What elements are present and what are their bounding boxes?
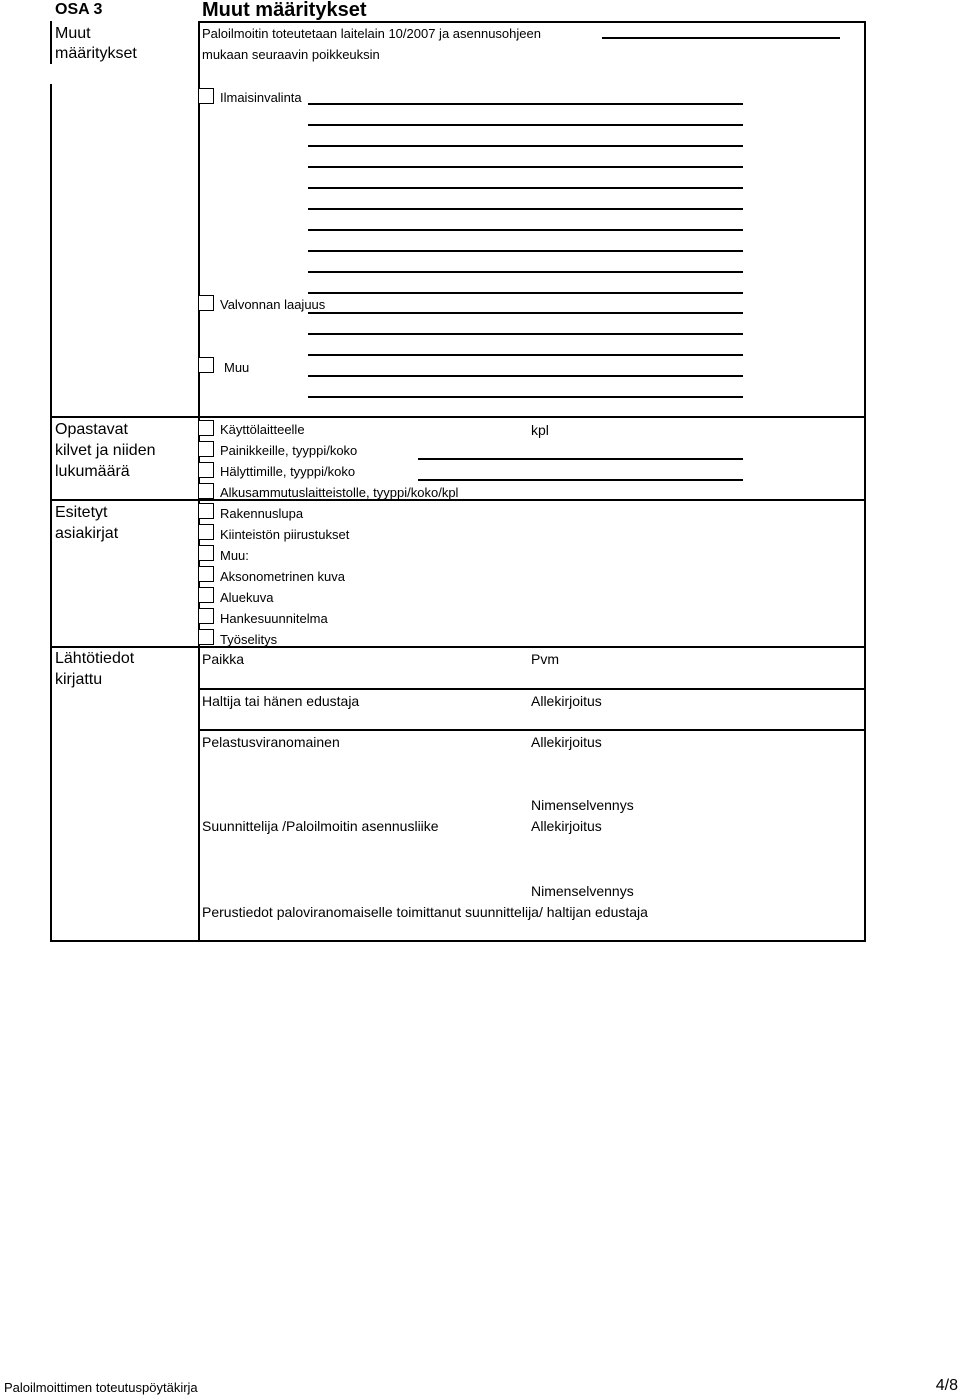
muut-intro-line1: Paloilmoitin toteutetaan laitelain 10/2007 ja asennusohjeen — [202, 26, 541, 41]
opastavat-label-line3: lukumäärä — [55, 463, 130, 480]
pelastusviranomainen-allekirjoitus-label: Allekirjoitus — [531, 734, 602, 750]
kayttolaitteelle-checkbox[interactable] — [198, 420, 214, 436]
painikkeille-checkbox[interactable] — [198, 441, 214, 457]
hankesuunnitelma-checkbox[interactable] — [198, 608, 214, 624]
haltija-label: Haltija tai hänen edustaja — [202, 693, 360, 709]
nimenselvennys-label-2: Nimenselvennys — [531, 883, 634, 899]
tyoselitys-label: Työselitys — [220, 632, 278, 647]
perustiedot-toimittanut-label: Perustiedot paloviranomaiselle toimittanut suunnittelija/ haltijan edustaja — [202, 904, 648, 920]
suunnittelija-label: Suunnittelija /Paloilmoitin asennusliike — [202, 818, 439, 834]
halyttimille-label: Hälyttimille, tyyppi/koko — [220, 464, 356, 479]
footer-page-number: 4/8 — [935, 1377, 958, 1394]
pelastusviranomainen-label: Pelastusviranomainen — [202, 734, 340, 750]
lahtotiedot-label-line1: Lähtötiedot — [55, 650, 135, 667]
ilmaisinvalinta-checkbox[interactable] — [198, 88, 214, 104]
aluekuva-checkbox[interactable] — [198, 587, 214, 603]
halyttimille-fill-line[interactable] — [418, 479, 743, 481]
tyoselitys-checkbox[interactable] — [198, 629, 214, 645]
muu-label: Muu — [224, 360, 250, 375]
esitetyt-label-line2: asiakirjat — [55, 525, 119, 542]
kiinteiston-piirustukset-checkbox[interactable] — [198, 524, 214, 540]
valvonnan-laajuus-label: Valvonnan laajuus — [220, 297, 326, 312]
suunnittelija-allekirjoitus-label: Allekirjoitus — [531, 818, 602, 834]
aksonometrinen-kuva-checkbox[interactable] — [198, 566, 214, 582]
section-title: Muut määritykset — [202, 0, 367, 21]
intro-fill-line[interactable] — [602, 37, 840, 39]
haltija-allekirjoitus-label: Allekirjoitus — [531, 693, 602, 709]
muu-checkbox[interactable] — [198, 357, 214, 373]
opastavat-label-line1: Opastavat — [55, 421, 128, 438]
muut-label-line1: Muut — [55, 25, 91, 42]
kayttolaitteelle-label: Käyttölaitteelle — [220, 422, 305, 437]
nimenselvennys-label-1: Nimenselvennys — [531, 797, 634, 813]
aluekuva-label: Aluekuva — [220, 590, 274, 605]
aksonometrinen-kuva-label: Aksonometrinen kuva — [220, 569, 346, 584]
footer-doc-title: Paloilmoittimen toteutuspöytäkirja — [4, 1380, 198, 1395]
painikkeille-label: Painikkeille, tyyppi/koko — [220, 443, 358, 458]
kpl-label: kpl — [531, 422, 549, 438]
muu-asiakirja-checkbox[interactable] — [198, 545, 214, 561]
alkusammutus-checkbox[interactable] — [198, 483, 214, 499]
alkusammutus-label: Alkusammutuslaitteistolle, tyyppi/koko/kpl — [220, 485, 459, 500]
section-label: OSA 3 — [55, 1, 103, 18]
painikkeille-fill-line[interactable] — [418, 458, 743, 460]
hankesuunnitelma-label: Hankesuunnitelma — [220, 611, 328, 626]
halyttimille-checkbox[interactable] — [198, 462, 214, 478]
kiinteiston-piirustukset-label: Kiinteistön piirustukset — [220, 527, 350, 542]
opastavat-label-line2: kilvet ja niiden — [55, 442, 156, 459]
pvm-label: Pvm — [531, 651, 559, 667]
lahtotiedot-label-line2: kirjattu — [55, 671, 103, 688]
muut-label-line2: määritykset — [55, 45, 137, 62]
esitetyt-label-line1: Esitetyt — [55, 504, 108, 521]
muu-asiakirja-label: Muu: — [220, 548, 249, 563]
valvonnan-laajuus-checkbox[interactable] — [198, 295, 214, 311]
rakennuslupa-label: Rakennuslupa — [220, 506, 304, 521]
paikka-label: Paikka — [202, 651, 245, 667]
muut-intro-line2: mukaan seuraavin poikkeuksin — [202, 47, 380, 62]
rakennuslupa-checkbox[interactable] — [198, 503, 214, 519]
ilmaisinvalinta-label: Ilmaisinvalinta — [220, 90, 302, 105]
